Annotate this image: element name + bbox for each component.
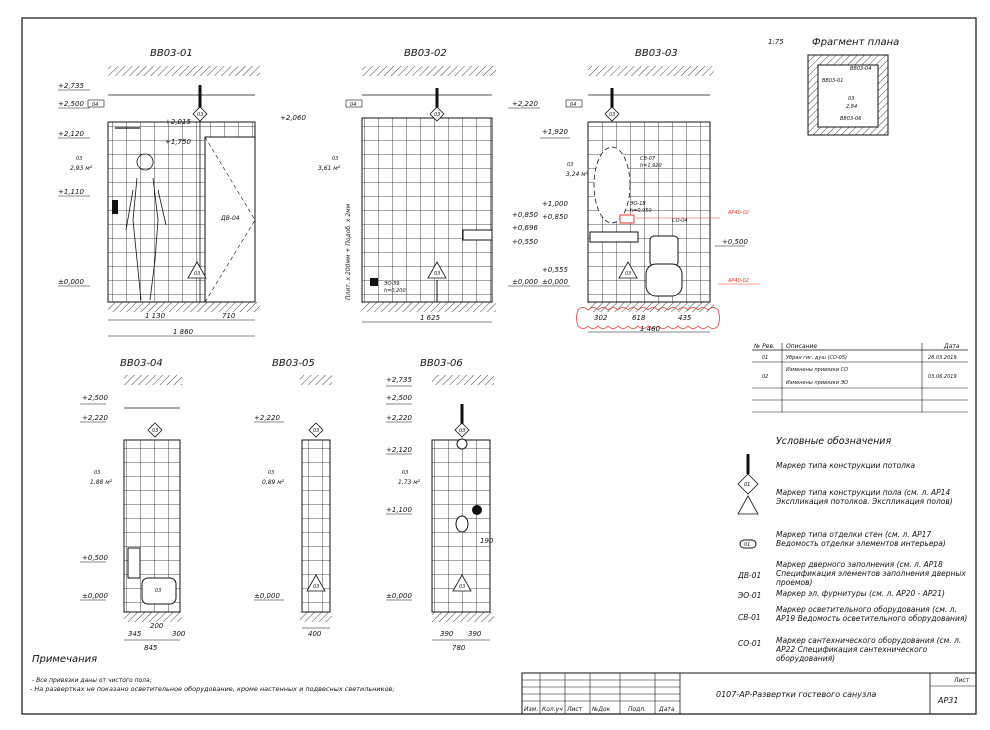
svg-text:+1,100: +1,100 — [386, 506, 412, 514]
toilet — [650, 236, 678, 266]
svg-text:1 130: 1 130 — [145, 312, 166, 320]
svg-text:Изм.: Изм. — [524, 706, 539, 713]
svg-text:390: 390 — [468, 630, 482, 638]
svg-text:+0,696: +0,696 — [512, 224, 538, 232]
svg-text:Убран гиг. душ (СО-05): Убран гиг. душ (СО-05) — [786, 355, 847, 361]
svg-text:±0,000: ±0,000 — [82, 592, 108, 600]
svg-text:03: 03 — [459, 584, 466, 590]
svg-text:780: 780 — [452, 644, 466, 652]
svg-text:Плит. х 200мм + Подоб. х 2мм: Плит. х 200мм + Подоб. х 2мм — [345, 203, 352, 300]
svg-text:03: 03 — [313, 584, 320, 590]
legend-item-text: Маркер типа конструкции пола (см. л. АР14 Экспликация потолков. Экспликация полов) — [776, 488, 953, 506]
svg-text:+2,015: +2,015 — [165, 118, 191, 126]
svg-text:0,89 м²: 0,89 м² — [262, 479, 285, 486]
view-vv03-02 — [318, 48, 540, 322]
svg-text:АР40-02: АР40-02 — [728, 210, 749, 216]
svg-text:h=0,200: h=0,200 — [384, 288, 406, 294]
view-vv03-05 — [254, 358, 332, 638]
legend — [737, 436, 976, 666]
svg-text:СВ-07: СВ-07 — [640, 156, 656, 162]
svg-text:Дата: Дата — [944, 343, 960, 350]
svg-text:03: 03 — [848, 96, 855, 102]
svg-text:+2,735: +2,735 — [386, 376, 412, 384]
svg-text:+2,220: +2,220 — [82, 414, 108, 422]
svg-text:01: 01 — [744, 542, 751, 548]
legend-item-text: Маркер сантехнического оборудования (см. л. АР22 Спецификация сантехнического оборудования) — [776, 636, 962, 663]
svg-text:01: 01 — [744, 482, 751, 488]
svg-text:СО-01: СО-01 — [738, 639, 762, 648]
svg-text:Условные обозначения: Условные обозначения — [776, 436, 892, 447]
svg-text:345: 345 — [128, 630, 142, 638]
svg-text:±0,000: ±0,000 — [542, 278, 568, 286]
legend-item-text: Маркер эл. фурнитуры (см. л. АР20 - АР21) — [776, 589, 945, 598]
svg-text:ВВ03-01: ВВ03-01 — [822, 78, 844, 84]
svg-text:03: 03 — [609, 112, 616, 118]
svg-text:ДВ-01: ДВ-01 — [738, 571, 762, 580]
svg-text:+2,735: +2,735 — [58, 82, 84, 90]
svg-text:ЭО-01: ЭО-01 — [738, 591, 762, 600]
svg-text:Фрагмент плана: Фрагмент плана — [812, 37, 900, 48]
svg-text:Дата: Дата — [659, 706, 675, 713]
svg-text:Маркер типа конструкции потолк: Маркер типа конструкции потолка — [776, 461, 916, 470]
svg-text:302: 302 — [594, 314, 608, 322]
svg-text:ВВ03-04: ВВ03-04 — [850, 66, 872, 72]
svg-text:АР40-02: АР40-02 — [728, 278, 749, 284]
svg-text:845: 845 — [144, 644, 158, 652]
svg-text:400: 400 — [308, 630, 322, 638]
notes — [30, 654, 430, 707]
svg-text:02: 02 — [762, 374, 769, 380]
svg-text:ВВ03-06: ВВ03-06 — [840, 116, 862, 122]
sink — [463, 230, 492, 240]
svg-text:03: 03 — [155, 588, 162, 594]
legend-item-text: Маркер дверного заполнения (см. л. АР18 Спецификация элементов заполнения дверных проемов) — [776, 560, 966, 587]
svg-text:+2,120: +2,120 — [386, 446, 412, 454]
svg-text:Описание: Описание — [786, 343, 818, 350]
svg-text:+2,500: +2,500 — [82, 394, 108, 402]
svg-text:Изменены привязки СО: Изменены привязки СО — [786, 367, 848, 373]
svg-text:03: 03 — [332, 156, 339, 162]
svg-text:618: 618 — [632, 314, 646, 322]
svg-text:03: 03 — [268, 470, 275, 476]
notes-line: - На развертках не показано осветительное оборудование, кроме настенных и подвесных светильников; — [30, 685, 395, 693]
svg-text:1,73 м²: 1,73 м² — [398, 479, 421, 486]
svg-text:03: 03 — [313, 428, 320, 434]
svg-text:ВВ03-02: ВВ03-02 — [404, 48, 447, 59]
view-vv03-01 — [58, 48, 306, 336]
svg-text:±0,000: ±0,000 — [58, 278, 84, 286]
svg-text:03: 03 — [625, 271, 632, 277]
svg-text:+2,060: +2,060 — [280, 114, 306, 122]
svg-text:h=1,920: h=1,920 — [640, 163, 662, 169]
svg-text:Лист: Лист — [954, 677, 970, 684]
svg-text:03: 03 — [567, 162, 574, 168]
svg-text:03: 03 — [459, 428, 466, 434]
svg-text:ВВ03-04: ВВ03-04 — [120, 358, 163, 369]
svg-text:1,88 м²: 1,88 м² — [90, 479, 113, 486]
svg-text:03: 03 — [94, 470, 101, 476]
svg-text:№ Рев.: № Рев. — [754, 343, 775, 350]
svg-text:04: 04 — [350, 102, 357, 108]
svg-text:СВ-01: СВ-01 — [738, 613, 761, 622]
title-block — [522, 673, 976, 714]
svg-text:2,84: 2,84 — [846, 104, 858, 110]
mirror — [594, 147, 630, 223]
svg-text:±0,000: ±0,000 — [512, 278, 538, 286]
sink — [590, 232, 638, 242]
svg-text:1:75: 1:75 — [768, 38, 784, 46]
svg-text:Примечания: Примечания — [32, 654, 98, 665]
svg-text:2,93 м²: 2,93 м² — [70, 165, 93, 172]
svg-text:+1,000: +1,000 — [542, 200, 568, 208]
svg-text:СО-04: СО-04 — [672, 218, 688, 224]
svg-text:±0,000: ±0,000 — [386, 592, 412, 600]
svg-text:1 860: 1 860 — [173, 328, 194, 336]
svg-text:3,61 м²: 3,61 м² — [318, 165, 341, 172]
svg-text:03: 03 — [197, 112, 204, 118]
svg-text:300: 300 — [172, 630, 186, 638]
svg-text:+2,500: +2,500 — [386, 394, 412, 402]
svg-text:3,24 м²: 3,24 м² — [566, 171, 589, 178]
svg-text:03: 03 — [434, 271, 441, 277]
svg-text:190: 190 — [480, 537, 494, 545]
svg-text:+2,220: +2,220 — [512, 100, 538, 108]
svg-text:03.06.2019: 03.06.2019 — [928, 374, 957, 380]
sheet-number: АР31 — [938, 696, 959, 705]
svg-text:03: 03 — [152, 428, 159, 434]
svg-text:710: 710 — [222, 312, 236, 320]
svg-text:200: 200 — [150, 622, 164, 630]
svg-text:390: 390 — [440, 630, 454, 638]
svg-text:435: 435 — [678, 314, 692, 322]
svg-text:ЭО-18: ЭО-18 — [630, 201, 646, 207]
svg-text:1 625: 1 625 — [420, 314, 441, 322]
svg-text:Подп.: Подп. — [628, 706, 647, 713]
svg-text:03: 03 — [434, 112, 441, 118]
svg-text:04: 04 — [92, 102, 99, 108]
svg-text:01: 01 — [762, 355, 769, 361]
view-vv03-03 — [540, 48, 760, 333]
svg-text:ДВ-04: ДВ-04 — [221, 215, 240, 222]
drawing-title: 0107-АР-Развертки гостевого санузла — [716, 690, 877, 699]
svg-text:+2,220: +2,220 — [386, 414, 412, 422]
svg-text:+0,550: +0,550 — [512, 238, 538, 246]
svg-text:28.03.2019: 28.03.2019 — [928, 355, 957, 361]
view-title: ВВ03-01 — [150, 48, 193, 59]
svg-text:ВВ03-06: ВВ03-06 — [420, 358, 463, 369]
svg-text:h=0,950: h=0,950 — [630, 208, 652, 214]
svg-text:Изменены привязки ЭО: Изменены привязки ЭО — [786, 380, 848, 386]
svg-text:+1,920: +1,920 — [542, 128, 568, 136]
revision-table — [752, 343, 968, 412]
svg-text:+2,500: +2,500 — [58, 100, 84, 108]
svg-text:±0,000: ±0,000 — [254, 592, 280, 600]
svg-text:04: 04 — [570, 102, 577, 108]
svg-text:03: 03 — [194, 271, 201, 277]
legend-item-text: Маркер осветительного оборудования (см. л. АР19 Ведомость осветительного оборудования) — [776, 605, 968, 623]
view-vv03-04 — [80, 358, 186, 652]
svg-text:ЭО-59: ЭО-59 — [384, 281, 400, 287]
svg-text:+2,120: +2,120 — [58, 130, 84, 138]
svg-text:03: 03 — [402, 470, 409, 476]
svg-text:Кол.уч: Кол.уч — [542, 706, 563, 713]
svg-text:ВВ03-05: ВВ03-05 — [272, 358, 315, 369]
svg-text:+0,500: +0,500 — [722, 238, 748, 246]
fragment-plan — [768, 37, 899, 135]
svg-text:1 460: 1 460 — [640, 325, 661, 333]
svg-text:Лист: Лист — [567, 706, 583, 713]
legend-item-text: Маркер типа отделки стен (см. л. АР17 Ведомость отделки элементов интерьера) — [776, 530, 946, 548]
svg-text:№Док: №Док — [592, 706, 611, 713]
svg-text:ВВ03-03: ВВ03-03 — [635, 48, 678, 59]
svg-text:+0,555: +0,555 — [542, 266, 568, 274]
svg-text:+1,110: +1,110 — [58, 188, 84, 196]
svg-text:+2,220: +2,220 — [254, 414, 280, 422]
svg-text:+0,850: +0,850 — [542, 213, 568, 221]
svg-text:03: 03 — [76, 156, 83, 162]
svg-text:+0,850: +0,850 — [512, 211, 538, 219]
svg-text:+1,750: +1,750 — [165, 138, 191, 146]
svg-text:- Все привязки даны от чистого: - Все привязки даны от чистого пола; — [32, 677, 152, 684]
view-vv03-06 — [386, 358, 494, 652]
svg-text:+0,500: +0,500 — [82, 554, 108, 562]
